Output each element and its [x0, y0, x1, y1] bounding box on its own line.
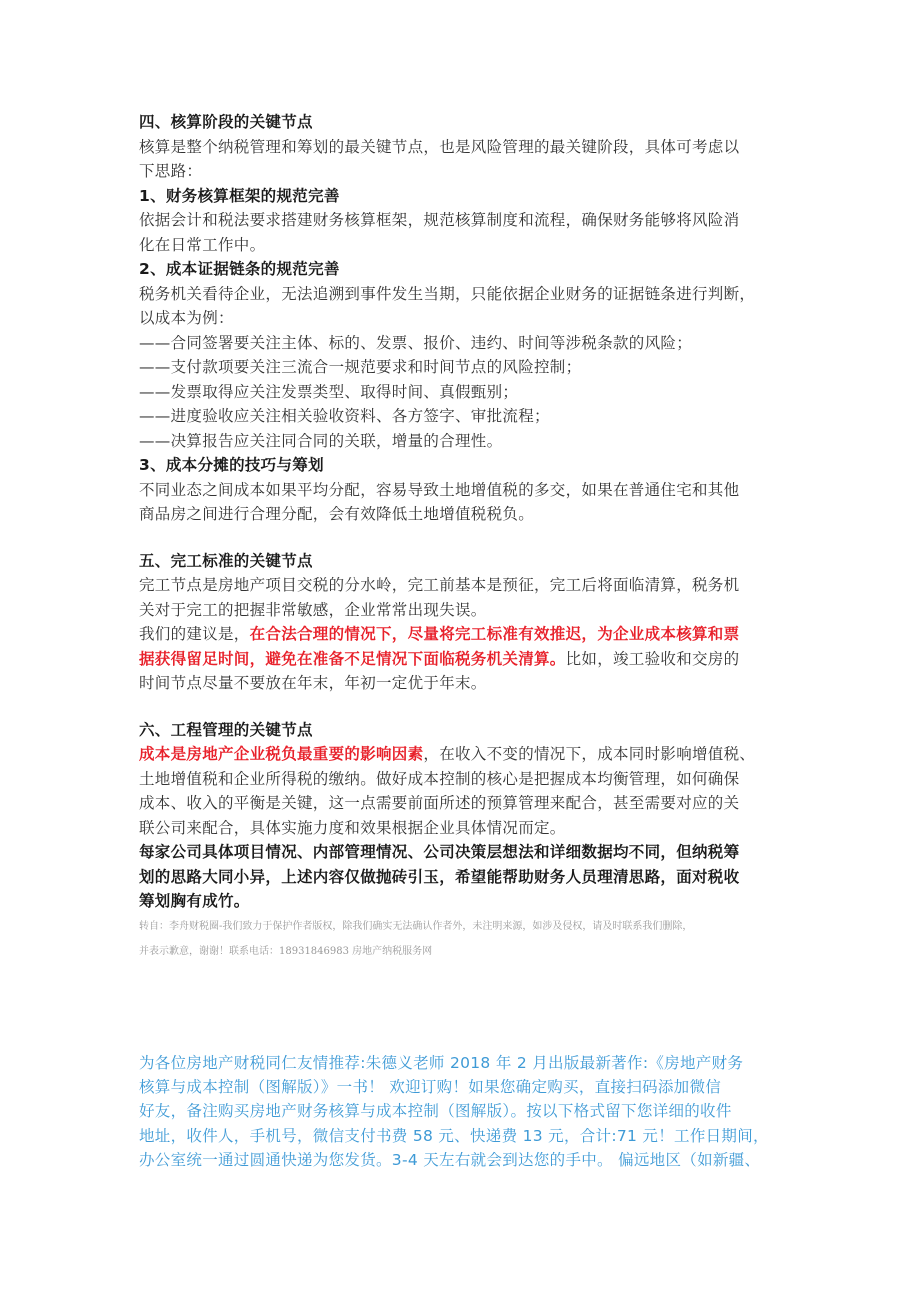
- bold-paragraph-line: 划的思路大同小异，上述内容仅做抛砖引玉，希望能帮助财务人员理清思路，面对税收: [139, 867, 740, 886]
- spacer: [139, 696, 789, 718]
- bold-paragraph-line: 每家公司具体项目情况、内部管理情况、公司决策层想法和详细数据均不同，但纳税筹: [139, 843, 740, 861]
- list-item: ——决算报告应关注同合同的关联，增量的合理性。: [139, 431, 503, 450]
- subsection-title: 1、财务核算框架的规范完善: [139, 186, 340, 205]
- paragraph-line: 依据会计和税法要求搭建财务核算框架，规范核算制度和流程，确保财务能够将风险消: [139, 211, 740, 229]
- book-promo: [139, 1051, 789, 1172]
- suggestion-line: [139, 647, 789, 672]
- section5-title: 五、完工标准的关键节点: [139, 551, 313, 570]
- lead-highlight: 成本是房地产企业税负最重要的影响因素: [139, 745, 424, 763]
- promo-line: 地址，收件人，手机号，微信支付书费 58 元、快递费 13 元，合计:71 元！工作日期间，: [139, 1126, 769, 1145]
- promo-line: 核算与成本控制（图解版）》一书！ 欢迎订购！如果您确定购买，直接扫码添加微信: [139, 1078, 722, 1097]
- paragraph-line: 完工节点是房地产项目交税的分水岭，完工前基本是预征，完工后将面临清算，税务机: [139, 576, 740, 594]
- paragraph-line: 下思路：: [139, 162, 203, 180]
- paragraph-line: 成本、收入的平衡是关键，这一点需要前面所述的预算管理来配合，甚至需要对应的关: [139, 794, 740, 812]
- paragraph-line: 化在日常工作中。: [139, 235, 266, 254]
- paragraph-line: 不同业态之间成本如果平均分配，容易导致土地增值税的多交，如果在普通住宅和其他: [139, 480, 740, 499]
- suggestion-highlight: 据获得留足时间，避免在准备不足情况下面临税务机关清算。: [139, 649, 566, 668]
- suggestion-line: [139, 622, 789, 647]
- source-note: 并表示歉意，谢谢！联系电话：18931846983 房地产纳税服务网: [139, 945, 433, 957]
- subsection-title: 3、成本分摊的技巧与筹划: [139, 456, 324, 474]
- list-item: ——发票取得应关注发票类型、取得时间、真假甄别；: [139, 382, 519, 401]
- paragraph-line: 商品房之间进行合理分配，会有效降低土地增值税税负。: [139, 505, 535, 523]
- spacer: [139, 527, 789, 549]
- promo-line: 为各位房地产财税同仁友情推荐:朱德义老师 2018 年 2 月出版最新著作:《房地产财务: [139, 1054, 744, 1072]
- lead-tail: ，在收入不变的情况下，成本同时影响增值税、: [423, 745, 756, 763]
- paragraph-line: 联公司来配合，具体实施力度和效果根据企业具体情况而定。: [139, 818, 566, 837]
- paragraph-line: 核算是整个纳税管理和筹划的最关键节点，也是风险管理的最关键阶段，具体可考虑以: [139, 137, 740, 156]
- section6-title: 六、工程管理的关键节点: [139, 720, 313, 739]
- lead-line: [139, 742, 789, 767]
- suggestion-tail: 比如，竣工验收和交房的: [565, 649, 740, 668]
- paragraph-line: 时间节点尽量不要放在年末，年初一定优于年末。: [139, 674, 487, 692]
- list-item: ——合同签署要关注主体、标的、发票、报价、违约、时间等涉税条款的风险；: [139, 333, 693, 352]
- paragraph-line: 土地增值税和企业所得税的缴纳。做好成本控制的核心是把握成本均衡管理，如何确保: [139, 769, 740, 788]
- suggestion-prefix: 我们的建议是，: [139, 625, 250, 643]
- source-note: 转自：李舟财税圈-我们致力于保护作者版权，除我们确实无法确认作者外，未注明来源，如涉及侵权，请及时联系我们删除，: [139, 920, 693, 932]
- article-body: [139, 110, 789, 964]
- promo-line: 好友，备注购买房地产财务核算与成本控制（图解版）。按以下格式留下您详细的收件: [139, 1102, 732, 1121]
- section4-title: 四、核算阶段的关键节点: [139, 113, 313, 131]
- paragraph-line: 以成本为例：: [139, 309, 234, 327]
- bold-paragraph-line: 筹划胸有成竹。: [139, 892, 250, 910]
- paragraph-line: 税务机关看待企业，无法追溯到事件发生当期，只能依据企业财务的证据链条进行判断，: [139, 284, 756, 303]
- list-item: ——进度验收应关注相关验收资料、各方签字、审批流程；: [139, 407, 550, 425]
- promo-line: 办公室统一通过圆通快递为您发货。3-4 天左右就会到达您的手中。 偏远地区（如新疆、: [139, 1150, 761, 1169]
- suggestion-highlight: 在合法合理的情况下，尽量将完工标准有效推迟，为企业成本核算和票: [249, 625, 740, 643]
- subsection-title: 2、成本证据链条的规范完善: [139, 260, 340, 278]
- list-item: ——支付款项要关注三流合一规范要求和时间节点的风险控制；: [139, 358, 582, 376]
- paragraph-line: 关对于完工的把握非常敏感，企业常常出现失误。: [139, 600, 487, 619]
